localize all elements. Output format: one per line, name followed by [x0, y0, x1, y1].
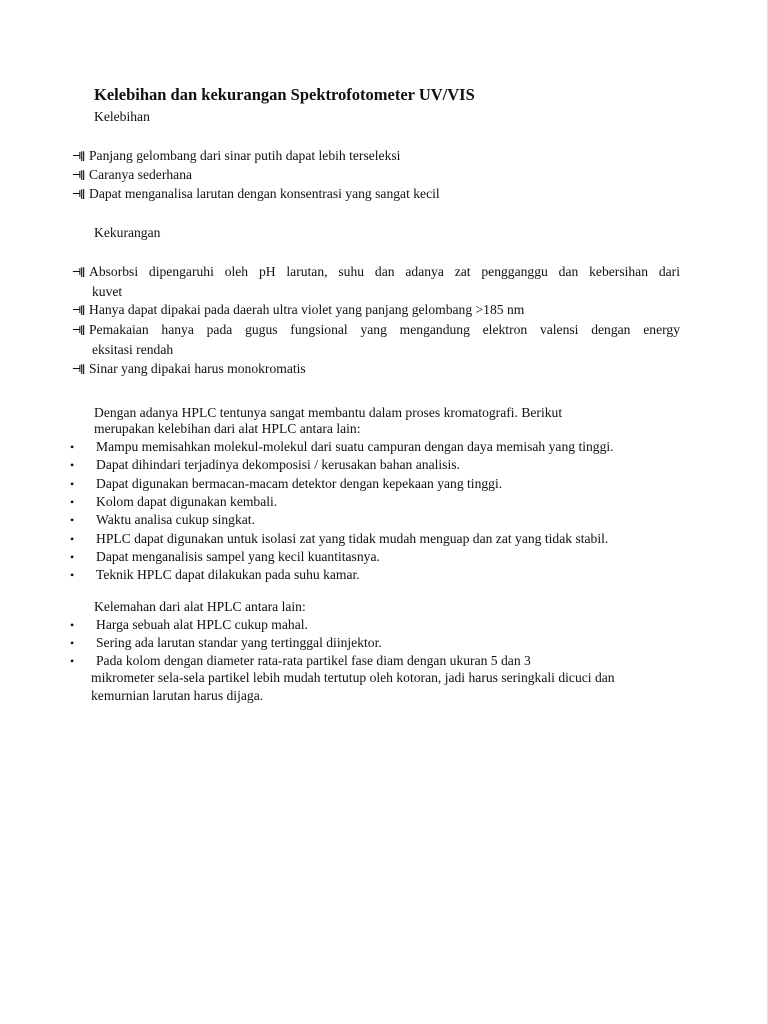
list-item: • Dapat digunakan bermacan-macam detektor dengan kepekaan yang tinggi.	[70, 476, 503, 491]
bullet-icon: •	[70, 636, 75, 650]
list-item: • Dapat menganalisis sampel yang kecil kuantitasnya.	[70, 549, 380, 564]
hplc-kelemahan-continuation: kemurnian larutan harus dijaga.	[91, 688, 264, 703]
hplc-kelemahan-intro: Kelemahan dari alat HPLC antara lain:	[94, 599, 306, 614]
list-item: ⊣∥ Pemakaian hanya pada gugus fungsional yang mengandung elektron valensi dengan energy eksitasi rendah	[72, 322, 680, 357]
list-item: ⊣∥ Dapat menganalisa larutan dengan konsentrasi yang sangat kecil	[72, 184, 440, 204]
bullet-icon: •	[70, 440, 75, 454]
hplc-intro-line1: Dengan adanya HPLC tentunya sangat membantu dalam proses kromatografi. Berikut	[94, 405, 563, 420]
list-item: • Kolom dapat digunakan kembali.	[70, 494, 278, 509]
document-title: Kelebihan dan kekurangan Spektrofotometer UV/VIS	[94, 85, 475, 104]
list-marker-icon: ⊣∥	[72, 305, 85, 316]
list-item: ⊣∥ Absorbsi dipengaruhi oleh pH larutan, suhu dan adanya zat pengganggu dan kebersihan dari kuvet	[72, 264, 680, 299]
list-item: • Teknik HPLC dapat dilakukan pada suhu kamar.	[70, 567, 360, 582]
list-item: • HPLC dapat digunakan untuk isolasi zat yang tidak mudah menguap dan zat yang tidak stabil.	[70, 531, 609, 546]
list-item: ⊣∥ Caranya sederhana	[72, 165, 192, 185]
list-item: • Waktu analisa cukup singkat.	[70, 512, 255, 527]
bullet-icon: •	[70, 568, 75, 582]
list-marker-icon: ⊣∥	[72, 151, 85, 162]
list-marker-icon: ⊣∥	[72, 267, 85, 278]
bullet-icon: •	[70, 458, 75, 472]
list-item: • Harga sebuah alat HPLC cukup mahal.	[70, 617, 308, 632]
bullet-icon: •	[70, 654, 75, 668]
hplc-kelemahan-continuation: mikrometer sela-sela partikel lebih mudah tertutup oleh kotoran, jadi harus seringkali dicuci dan	[91, 670, 615, 685]
bullet-icon: •	[70, 532, 75, 546]
list-marker-icon: ⊣∥	[72, 364, 85, 375]
bullet-icon: •	[70, 513, 75, 527]
bullet-icon: •	[70, 477, 75, 491]
kekurangan-heading: Kekurangan	[94, 225, 161, 240]
bullet-icon: •	[70, 495, 75, 509]
list-marker-icon: ⊣∥	[72, 325, 85, 336]
list-item: ⊣∥ Panjang gelombang dari sinar putih dapat lebih terseleksi	[72, 146, 400, 166]
list-item: ⊣∥ Sinar yang dipakai harus monokromatis	[72, 359, 306, 379]
kelebihan-heading: Kelebihan	[94, 109, 150, 124]
bullet-icon: •	[70, 618, 75, 632]
bullet-icon: •	[70, 550, 75, 564]
hplc-intro-line2: merupakan kelebihan dari alat HPLC antara lain:	[94, 421, 361, 436]
list-item: • Mampu memisahkan molekul-molekul dari suatu campuran dengan daya memisah yang tinggi.	[70, 439, 614, 454]
list-marker-icon: ⊣∥	[72, 170, 85, 181]
list-item: ⊣∥ Hanya dapat dipakai pada daerah ultra violet yang panjang gelombang >185 nm	[72, 300, 524, 320]
list-item: • Pada kolom dengan diameter rata-rata partikel fase diam dengan ukuran 5 dan 3	[70, 653, 531, 668]
list-item: • Dapat dihindari terjadinya dekomposisi / kerusakan bahan analisis.	[70, 457, 460, 472]
list-marker-icon: ⊣∥	[72, 189, 85, 200]
list-item: • Sering ada larutan standar yang tertinggal diinjektor.	[70, 635, 382, 650]
